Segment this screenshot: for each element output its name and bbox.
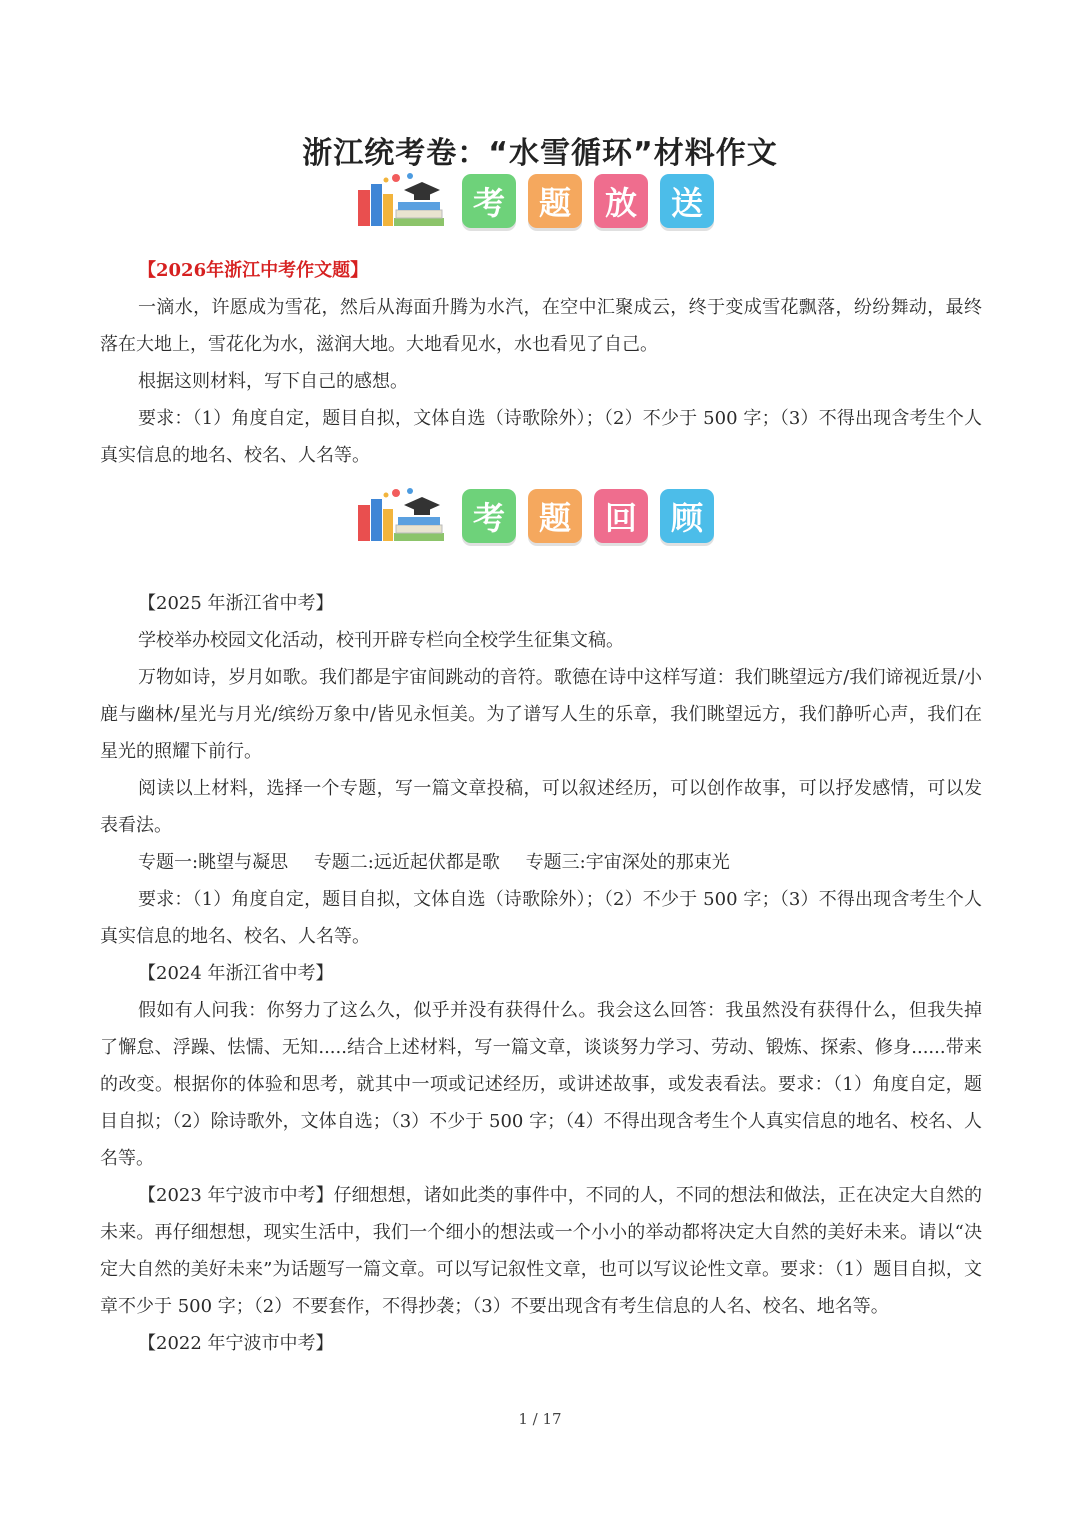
paragraph: 根据这则材料，写下自己的感想。	[138, 371, 408, 392]
paragraph: 仔细想想，诸如此类的事件中，不同的人，不同的想法和做法，正在决定大自然的未来。再仔细想想，现实生活中，我们一个细小的想法或一个小小的举动都将决定大自然的美好未来。请以“决定大自然的美好未来”为话题写一篇文章。可以写记叙性文章，也可以写议论性文章。要求：（1）题目自拟，文章不少于 500 字；（2）不要套作，不得抄袭；（3）不要出现含有考生信息的人名、校名、地名等。	[100, 1185, 983, 1317]
section-heading-2024: 【2024 年浙江省中考】	[138, 963, 334, 984]
paragraph: 阅读以上材料，选择一个专题，写一篇文章投稿，可以叙述经历，可以创作故事，可以抒发感情，可以发表看法。	[100, 778, 982, 836]
page-number: 1 / 17	[518, 1410, 562, 1428]
section-heading-2026: 【2026年浙江中考作文题】	[138, 260, 369, 281]
paragraph: 要求：（1）角度自定，题目自拟，文体自选（诗歌除外）；（2）不少于 500 字；（3）不得出现含考生个人真实信息的地名、校名、人名等。	[100, 889, 982, 947]
paragraph: 学校举办校园文化活动，校刊开辟专栏向全校学生征集文稿。	[138, 630, 624, 651]
tile-song: 送	[660, 174, 714, 228]
paragraph: 一滴水，许愿成为雪花，然后从海面升腾为水汽，在空中汇聚成云，终于变成雪花飘落，纷纷舞动，最终落在大地上，雪花化为水，滋润大地。大地看见水，水也看见了自己。	[100, 297, 982, 355]
banner-exam-release	[356, 172, 726, 230]
topic-item: 专题三:宇宙深处的那束光	[525, 852, 730, 873]
topic-item: 专题二:远近起伏都是歌	[313, 852, 500, 873]
books-graduation-cap-icon	[356, 172, 448, 230]
tile-ti: 题	[528, 489, 582, 543]
tile-kao: 考	[462, 174, 516, 228]
page-title: 浙江统考卷：“水雪循环”材料作文	[302, 136, 778, 171]
paragraph: 假如有人问我：你努力了这么久，似乎并没有获得什么。我会这么回答：我虽然没有获得什么，但我失掉了懈怠、浮躁、怯懦、无知.....结合上述材料，写一篇文章，谈谈努力学习、劳动、锻炼、探索、修身......带来的改变。根据你的体验和思考，就其中一项或记述经历，或讲述故事，或发表看法。要求：（1）角度自定，题目自拟；（2）除诗歌外，文体自选；（3）不少于 500 字；（4）不得出现含考生个人真实信息的地名、校名、人名等。	[100, 1000, 982, 1169]
section-heading-2022: 【2022 年宁波市中考】	[138, 1333, 334, 1354]
tile-kao: 考	[462, 489, 516, 543]
section-2023	[100, 1177, 982, 1325]
tile-ti: 题	[528, 174, 582, 228]
tile-gu: 顾	[660, 489, 714, 543]
tile-fang: 放	[594, 174, 648, 228]
tile-hui: 回	[594, 489, 648, 543]
topic-item: 专题一:眺望与凝思	[138, 852, 289, 873]
article-body	[100, 252, 982, 1362]
topic-list	[100, 844, 982, 881]
paragraph: 要求：（1）角度自定，题目自拟，文体自选（诗歌除外）；（2）不少于 500 字；（3）不得出现含考生个人真实信息的地名、校名、人名等。	[100, 408, 982, 466]
section-heading-2023: 【2023 年宁波市中考】	[138, 1185, 334, 1206]
paragraph: 万物如诗，岁月如歌。我们都是宇宙间跳动的音符。歌德在诗中这样写道：我们眺望远方/我们谛视近景/小鹿与幽林/星光与月光/缤纷万象中/皆见永恒美。为了谱写人生的乐章，我们眺望远方，我们静听心声，我们在星光的照耀下前行。	[100, 667, 982, 762]
section-heading-2025: 【2025 年浙江省中考】	[138, 593, 334, 614]
